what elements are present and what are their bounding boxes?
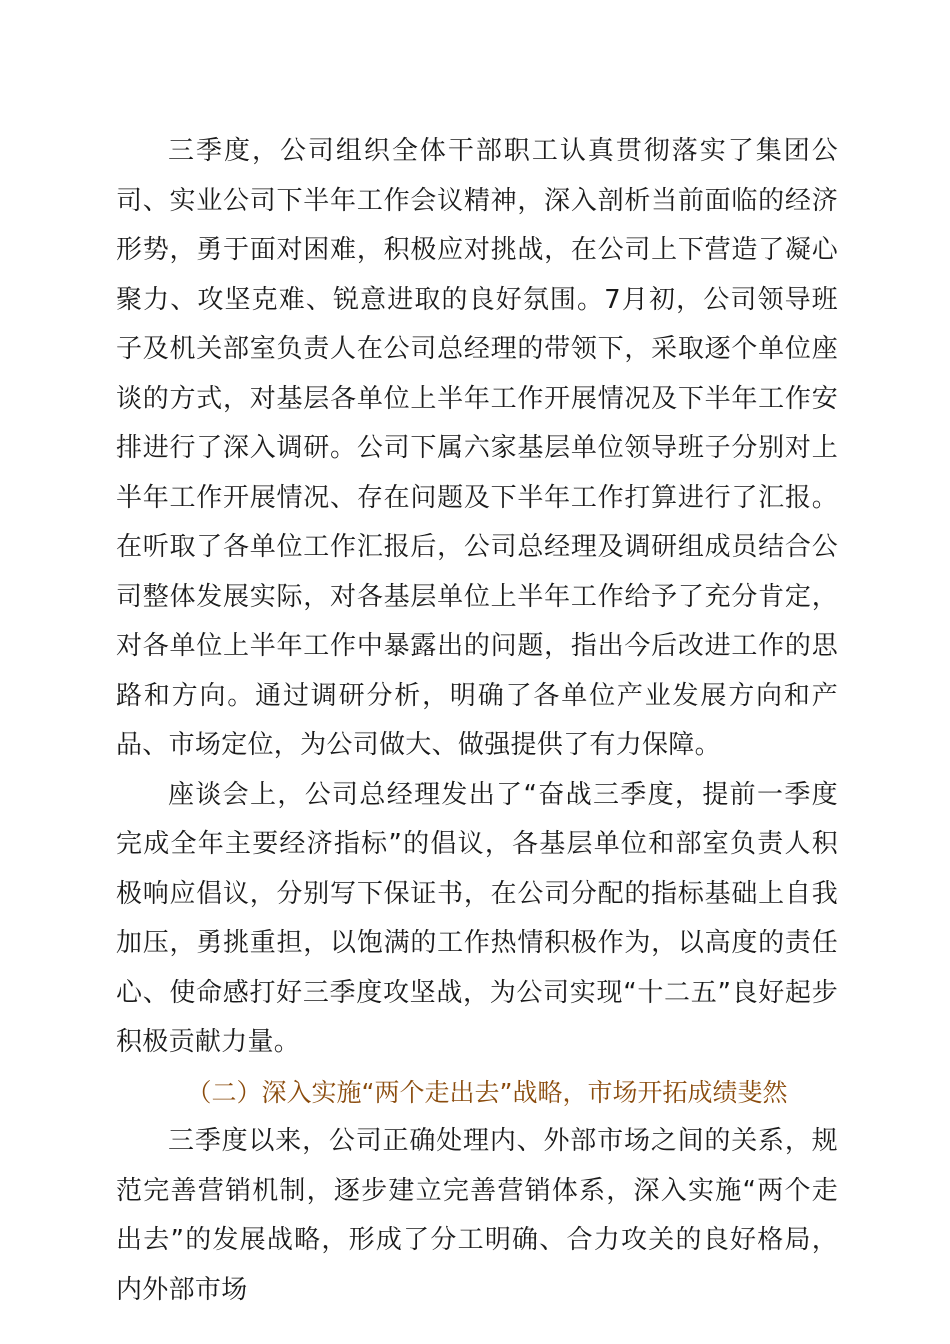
section-heading: （二）深入实施“两个走出去”战略，市场开拓成绩斐然 bbox=[186, 1077, 788, 1107]
paragraph-2: 座谈会上，公司总经理发出了“奋战三季度，提前一季度完成全年主要经济指标”的倡议，各基层单位和部室负责人积极响应倡议，分别写下保证书，在公司分配的指标基础上自我加压，勇挑重担，以饱满的工作热情积极作为，以高度的责任心、使命感打好三季度攻坚战，为公司实现“十二五”良好起步积极贡献力量。 bbox=[116, 779, 838, 1057]
paragraph-1: 三季度，公司组织全体干部职工认真贯彻落实了集团公司、实业公司下半年工作会议精神，深入剖析当前面临的经济形势，勇于面对困难，积极应对挑战，在公司上下营造了凝心聚力、攻坚克难、锐意进取的良好氛围。7月初，公司领导班子及机关部室负责人在公司总经理的带领下，采取逐个单位座谈的方式，对基层各单位上半年工作开展情况及下半年工作安排进行了深入调研。公司下属六家基层单位领导班子分别对上半年工作开展情况、存在问题及下半年工作打算进行了汇报。在听取了各单位工作汇报后，公司总经理及调研组成员结合公司整体发展实际，对各基层单位上半年工作给予了充分肯定，对各单位上半年工作中暴露出的问题，指出今后改进工作的思路和方向。通过调研分析，明确了各单位产业发展方向和产品、市场定位，为公司做大、做强提供了有力保障。 bbox=[116, 136, 838, 760]
document-body bbox=[116, 127, 838, 1315]
paragraph-3: 三季度以来，公司正确处理内、外部市场之间的关系，规范完善营销机制，逐步建立完善营销体系，深入实施“两个走出去”的发展战略，形成了分工明确、合力攻关的良好格局，内外部市场 bbox=[116, 1126, 838, 1305]
